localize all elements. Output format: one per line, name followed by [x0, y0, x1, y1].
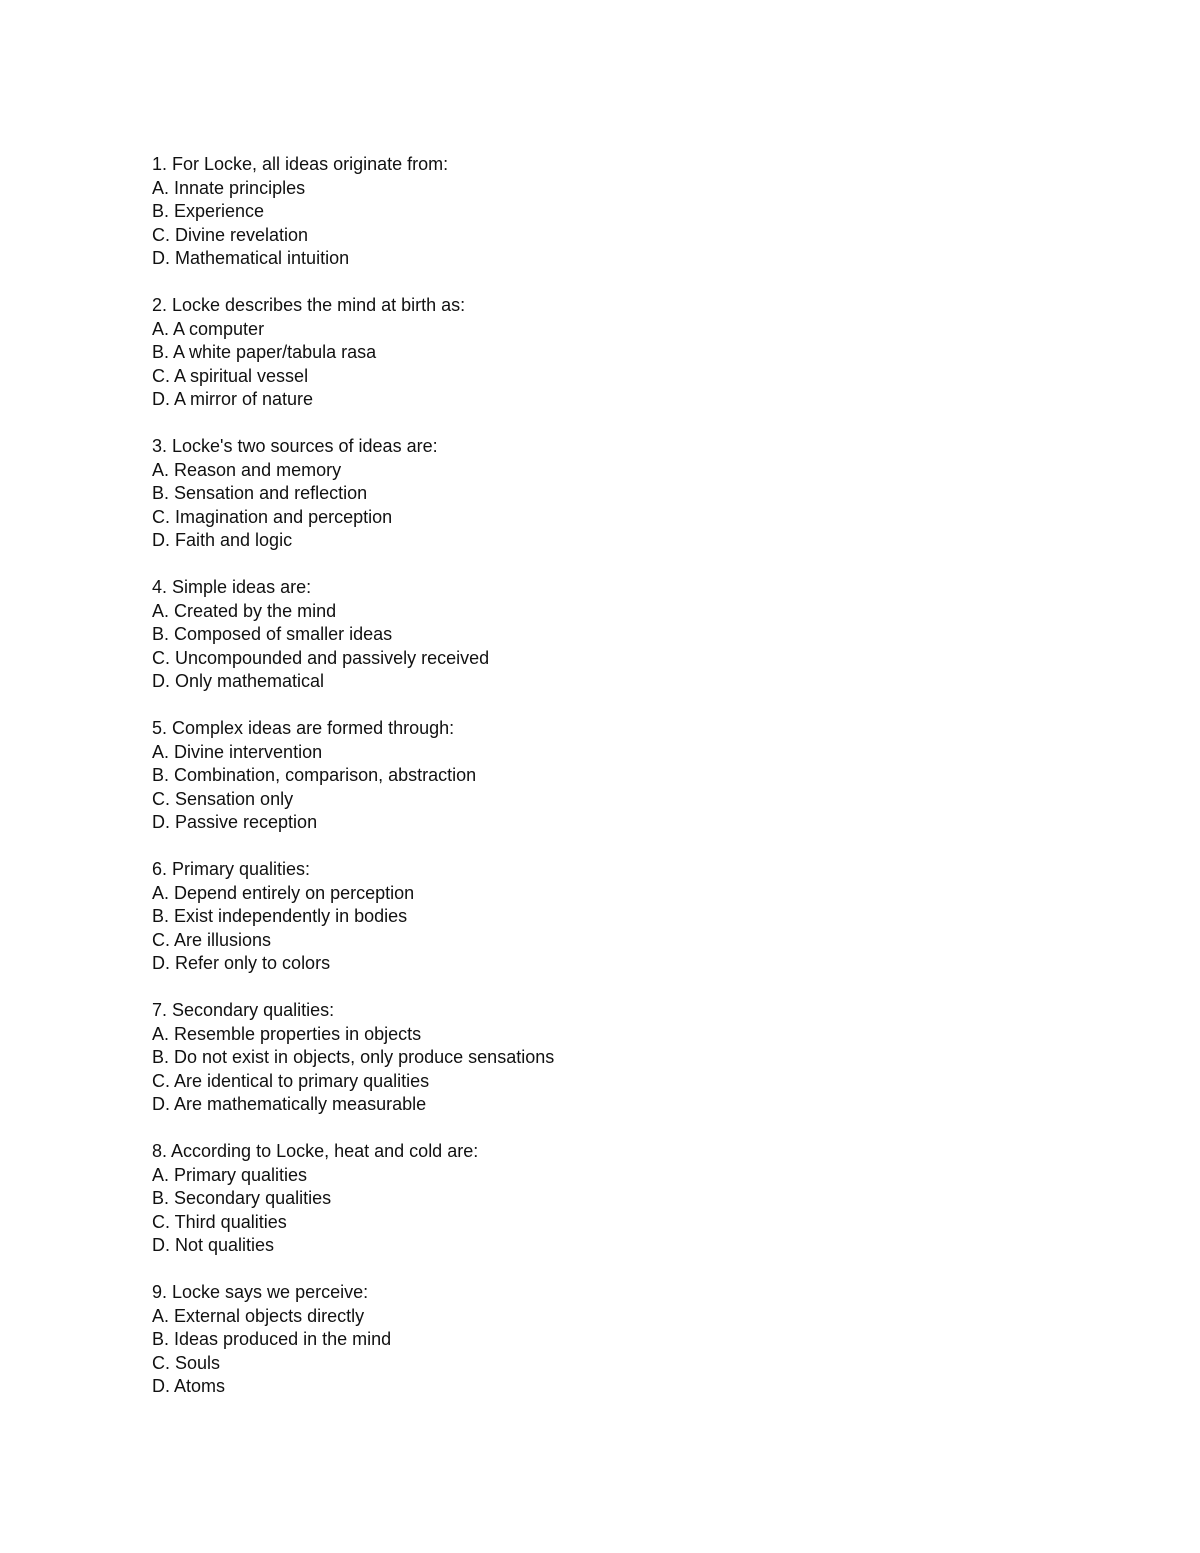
answer-option: A. Reason and memory: [152, 459, 342, 480]
question-7: [152, 999, 1052, 1117]
answer-option: D. Mathematical intuition: [152, 248, 350, 268]
question-2: [152, 294, 1052, 412]
answer-option: A. Resemble properties in objects: [152, 1023, 422, 1044]
answer-option: C. Third qualities: [152, 1211, 287, 1232]
answer-option: C. Are identical to primary qualities: [152, 1070, 430, 1091]
answer-option: A. Divine intervention: [152, 741, 323, 762]
answer-option: D. Refer only to colors: [152, 953, 331, 973]
answer-option: A. Depend entirely on perception: [152, 882, 415, 903]
question-prompt: 3. Locke's two sources of ideas are:: [152, 436, 438, 456]
question-6: [152, 858, 1052, 976]
question-1: [152, 153, 1052, 271]
quiz-content: [152, 153, 1052, 1422]
question-prompt: 8. According to Locke, heat and cold are:: [152, 1141, 479, 1161]
answer-option: C. Are illusions: [152, 929, 272, 950]
answer-option: A. Primary qualities: [152, 1164, 308, 1185]
answer-option: D. Are mathematically measurable: [152, 1094, 427, 1114]
question-prompt: 2. Locke describes the mind at birth as:: [152, 295, 466, 315]
question-5: [152, 717, 1052, 835]
answer-option: A. External objects directly: [152, 1305, 365, 1326]
answer-option: C. Divine revelation: [152, 224, 309, 245]
answer-option: C. A spiritual vessel: [152, 365, 309, 386]
answer-option: B. Composed of smaller ideas: [152, 624, 393, 644]
answer-option: C. Imagination and perception: [152, 506, 393, 527]
answer-option: C. Sensation only: [152, 788, 294, 809]
answer-option: D. Not qualities: [152, 1235, 275, 1255]
answer-option: B. Secondary qualities: [152, 1188, 332, 1208]
answer-option: B. Exist independently in bodies: [152, 906, 408, 926]
question-prompt: 4. Simple ideas are:: [152, 577, 312, 597]
answer-option: D. Passive reception: [152, 812, 318, 832]
answer-option: D. A mirror of nature: [152, 389, 314, 409]
answer-option: A. Created by the mind: [152, 600, 337, 621]
answer-option: C. Uncompounded and passively received: [152, 647, 490, 668]
question-3: [152, 435, 1052, 553]
answer-option: B. Ideas produced in the mind: [152, 1329, 392, 1349]
answer-option: C. Souls: [152, 1352, 221, 1373]
answer-option: A. Innate principles: [152, 177, 306, 198]
answer-option: D. Only mathematical: [152, 671, 325, 691]
answer-option: A. A computer: [152, 318, 265, 339]
question-prompt: 9. Locke says we perceive:: [152, 1282, 369, 1302]
question-4: [152, 576, 1052, 694]
answer-option: B. Sensation and reflection: [152, 483, 368, 503]
question-8: [152, 1140, 1052, 1258]
question-prompt: 7. Secondary qualities:: [152, 1000, 335, 1020]
answer-option: B. Combination, comparison, abstraction: [152, 765, 477, 785]
answer-option: D. Faith and logic: [152, 530, 293, 550]
answer-option: D. Atoms: [152, 1376, 226, 1396]
question-prompt: 5. Complex ideas are formed through:: [152, 718, 455, 738]
answer-option: B. Experience: [152, 201, 265, 221]
answer-option: B. A white paper/tabula rasa: [152, 342, 377, 362]
answer-option: B. Do not exist in objects, only produce sensations: [152, 1047, 555, 1067]
question-9: [152, 1281, 1052, 1399]
question-prompt: 6. Primary qualities:: [152, 859, 311, 879]
question-prompt: 1. For Locke, all ideas originate from:: [152, 154, 449, 174]
